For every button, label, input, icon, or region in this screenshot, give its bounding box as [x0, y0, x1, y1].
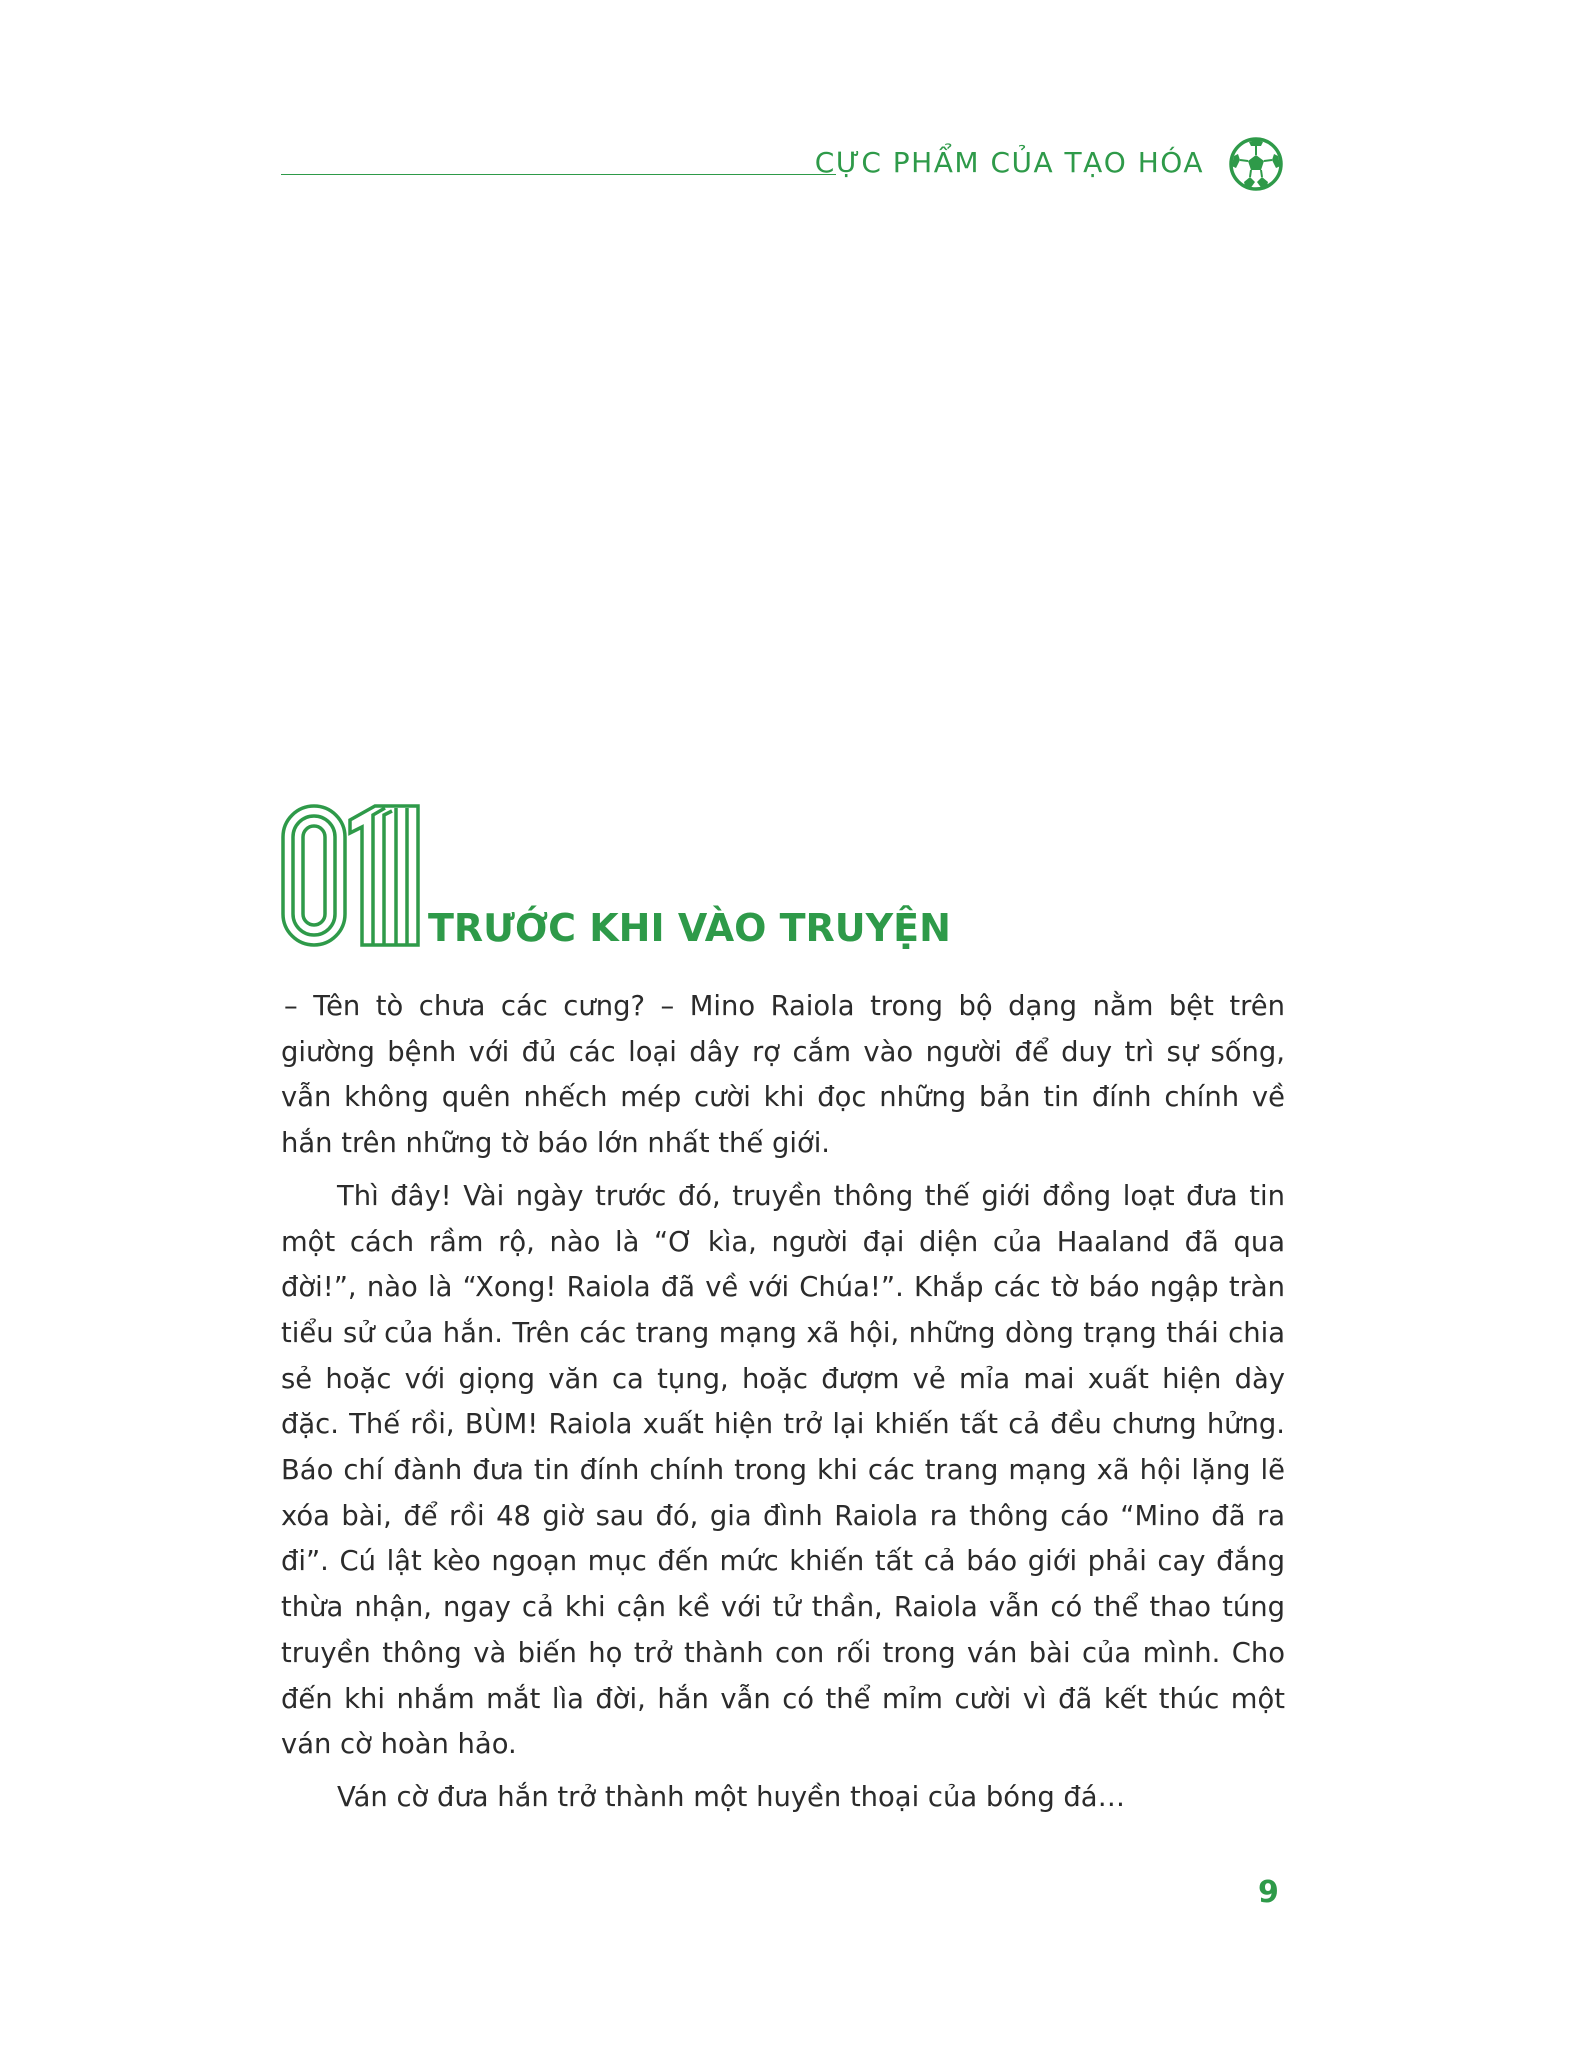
chapter-number-graphic: [280, 803, 420, 948]
paragraph: Ván cờ đưa hắn trở thành một huyền thoại của bóng đá…: [337, 1781, 1125, 1813]
chapter-title: TRƯỚC KHI VÀO TRUYỆN: [428, 906, 951, 950]
body-text: [281, 984, 1285, 1828]
paragraph: Thì đây! Vài ngày trước đó, truyền thông thế giới đồng loạt đưa tin một cách rầm rộ, nào là “Ơ kìa, người đại diện của Haaland đã qua đời!”, nào là “Xong! Raiola đã về với Chúa!”. Khắp các tờ báo ngập tràn tiểu sử của hắn. Trên các trang mạng xã hội, những dòng trạng thái chia sẻ hoặc với giọng văn ca tụng, hoặc đượm vẻ mỉa mai xuất hiện dày đặc. Thế rồi, BÙM! Raiola xuất hiện trở lại khiến tất cả đều chưng hửng. Báo chí đành đưa tin đính chính trong khi các trang mạng xã hội lặng lẽ xóa bài, để rồi 48 giờ sau đó, gia đình Raiola ra thông cáo “Mino đã ra đi”. Cú lật kèo ngoạn mục đến mức khiến tất cả báo giới phải cay đắng thừa nhận, ngay cả khi cận kề với tử thần, Raiola vẫn có thể thao túng truyền thông và biến họ trở thành con rối trong ván bài của mình. Cho đến khi nhắm mắt lìa đời, hắn vẫn có thể mỉm cười vì đã kết thúc một ván cờ hoàn hảo.: [281, 1180, 1285, 1761]
paragraph: – Tên tò chưa các cưng? – Mino Raiola trong bộ dạng nằm bệt trên giường bệnh với đủ các loại dây rợ cắm vào người để duy trì sự sống, vẫn không quên nhếch mép cười khi đọc những bản tin đính chính về hắn trên những tờ báo lớn nhất thế giới.: [281, 991, 1285, 1160]
header-rule: [281, 174, 836, 175]
page-number: 9: [1258, 1875, 1279, 1910]
soccer-ball-icon: [1228, 136, 1284, 192]
running-head-title: CỰC PHẨM CỦA TẠO HÓA: [814, 146, 1204, 179]
